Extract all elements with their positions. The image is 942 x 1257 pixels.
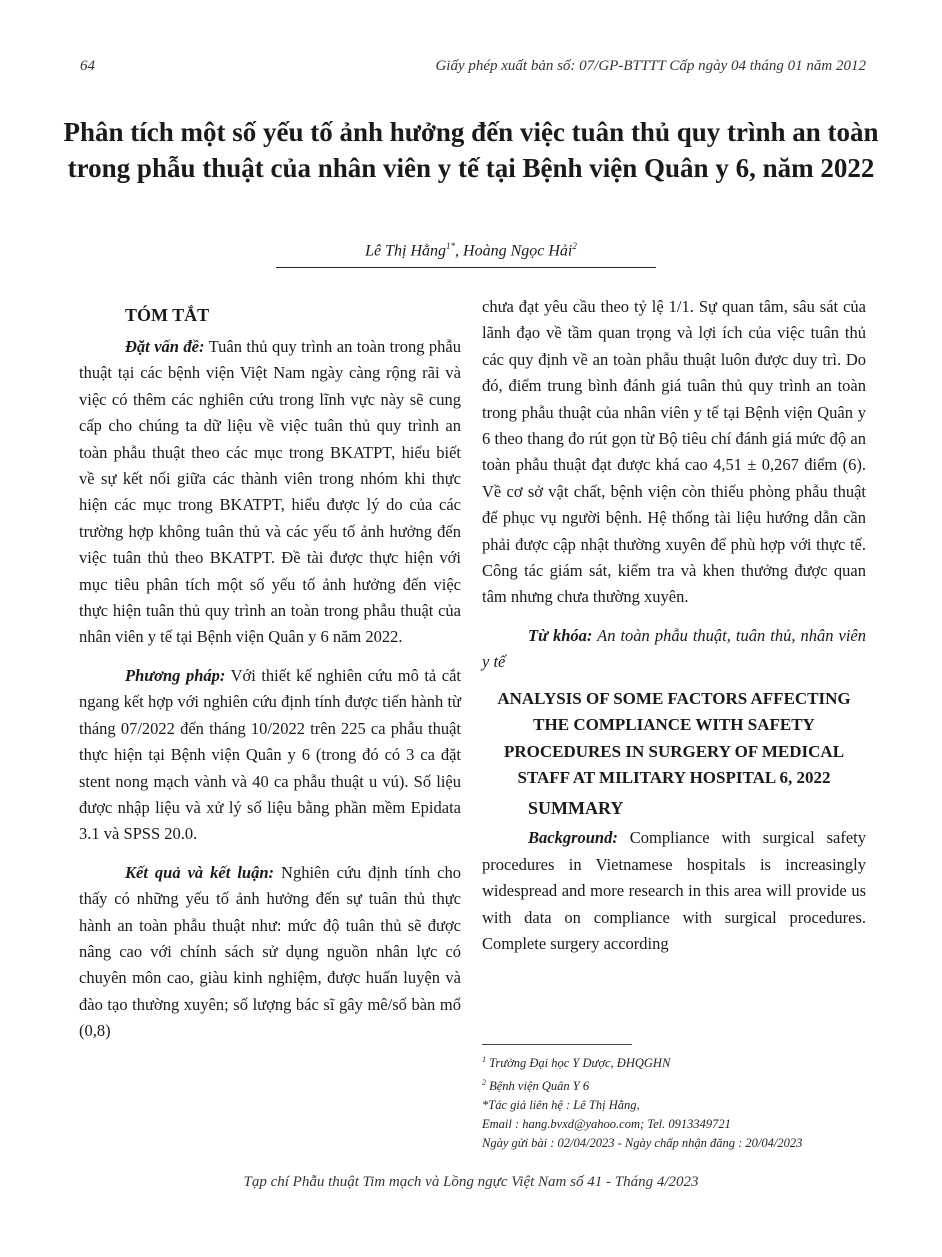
submission-dates: Ngày gửi bài : 02/04/2023 - Ngày chấp nhận đăng : 20/04/2023 bbox=[482, 1136, 803, 1151]
affiliation-1 bbox=[482, 1050, 866, 1073]
english-title: ANALYSIS OF SOME FACTORS AFFECTING THE COMPLIANCE WITH SAFETY PROCEDURES IN SURGERY OF MEDICAL STAFF AT MILITARY HOSPITAL 6, 2022 bbox=[497, 688, 851, 787]
english-background-paragraph bbox=[482, 825, 866, 957]
author-name: Hoàng Ngọc Hải bbox=[463, 242, 573, 260]
keywords-text: An toàn phẫu thuật, tuân thủ, nhân viên y tế bbox=[482, 625, 866, 672]
author-separator: , bbox=[455, 242, 464, 260]
methods-paragraph bbox=[79, 663, 461, 848]
results-text: Nghiên cứu định tính cho thấy có những yếu tố ảnh hưởng đến sự tuân thủ thực hành an toàn phẫu thuật như: mức độ tuân thủ sẽ được nâng cao với chính sách sử dụng nguồn nhân lực có chuyên môn cao, giàu kinh nghiệm, được huấn luyện và đào tạo thường xuyên; số lượng bác sĩ gây mê/số bàn mổ (0,8) bbox=[79, 862, 461, 1041]
english-background-label: Background: bbox=[528, 828, 618, 848]
author-affiliation-mark: 2 bbox=[572, 241, 577, 251]
journal-footer: Tạp chí Phẫu thuật Tim mạch và Lồng ngực Việt Nam số 41 - Tháng 4/2023 bbox=[243, 1174, 699, 1190]
author-name: Lê Thị Hằng bbox=[365, 242, 447, 260]
contact-info: Email : hang.bvxd@yahoo.com; Tel. 0913349721 bbox=[482, 1117, 731, 1132]
keywords-label: Từ khóa: bbox=[528, 625, 593, 645]
affiliation-2-text: Bệnh viện Quân Y 6 bbox=[486, 1079, 590, 1094]
methods-label: Phương pháp: bbox=[125, 665, 226, 685]
license-notice: Giấy phép xuất bản số: 07/GP-BTTTT Cấp ngày 04 tháng 01 năm 2012 bbox=[435, 58, 866, 74]
english-background-text: Compliance with surgical safety procedures in Vietnamese hospitals is increasingly widespread and more research in this area will provide us with data on compliance with surgical procedures. Complete surgery according bbox=[482, 828, 866, 953]
background-text: Tuân thủ quy trình an toàn trong phẫu thuật tại các bệnh viện Việt Nam ngày càng rộng rãi và việc có thêm các nghiên cứu trong lĩnh vực này sẽ cung cấp cho chúng ta dữ liệu về việc tuân thủ quy trình an toàn phẫu thuật theo các mục trong BKATPT, hiểu biết về sự kết nối giữa các thành viên trong nhóm khi thực hiện các mục trong BKATPT, hiểu được lý do của các trường hợp không tuân thủ và các yếu tố ảnh hưởng đến việc tuân thủ theo BKATPT. Đề tài được thực hiện với mục tiêu phân tích một số yếu tố ảnh hưởng đến việc thực hiện tuân thủ quy trình an toàn trong phẫu thuật của nhân viên y tế tại Bệnh viện Quân y 6 năm 2022. bbox=[79, 337, 462, 647]
footnotes bbox=[482, 1050, 866, 1153]
affiliation-2-mark: 2 bbox=[482, 1078, 486, 1088]
summary-heading: SUMMARY bbox=[528, 798, 624, 819]
results-continuation: chưa đạt yêu cầu theo tỷ lệ 1/1. Sự quan tâm, sâu sát của lãnh đạo về tầm quan trọng và lợi ích của việc tuân thủ các quy định về an toàn phẫu thuật luôn được duy trì. Do đó, điểm trung bình đánh giá tuân thủ quy trình an toàn trong phẫu thuật của nhân viên y tế tại Bệnh viện Quân y 6 theo thang đo rút gọn từ Bộ tiêu chí đánh giá mức độ an toàn phẫu thuật đạt được khá cao 4,51 ± 0,267 điểm (6). Về cơ sở vật chất, bệnh viện còn thiếu phòng phẫu thuật để phục vụ người bệnh. Hệ thống tài liệu hướng dẫn cần phải được cập nhật thường xuyên để phù hợp với thực tế. Công tác giám sát, kiểm tra và khen thưởng được quan tâm nhưng chưa thường xuyên. bbox=[482, 297, 866, 607]
author-divider bbox=[276, 267, 656, 268]
footnote-divider bbox=[482, 1044, 632, 1045]
page-number: 64 bbox=[80, 58, 95, 74]
author-line bbox=[200, 241, 742, 260]
abstract-heading: TÓM TẮT bbox=[125, 305, 210, 325]
left-column bbox=[79, 294, 461, 1045]
results-label: Kết quả và kết luận: bbox=[125, 862, 275, 882]
corresponding-author: *Tác giả liên hệ : Lê Thị Hằng, bbox=[482, 1098, 640, 1113]
methods-text: Với thiết kế nghiên cứu mô tả cắt ngang kết hợp với nghiên cứu định tính được tiến hành từ tháng 07/2022 đến tháng 10/2022 trên 225 ca phẫu thuật thực hiện tại Bệnh viện Quân y 6 (trong đó có 3 ca đặt stent nong mạch vành và 40 ca phẫu thuật u vú). Số liệu được nhập liệu và xử lý số liệu bằng phần mềm Epidata 3.1 và SPSS 20.0. bbox=[79, 665, 462, 844]
right-column bbox=[482, 294, 866, 957]
background-label: Đặt vấn đề: bbox=[125, 337, 205, 356]
author-affiliation-mark: 1* bbox=[446, 241, 456, 251]
keywords-paragraph bbox=[482, 623, 866, 676]
affiliation-2 bbox=[482, 1073, 866, 1096]
article-title: Phân tích một số yếu tố ảnh hưởng đến việc tuân thủ quy trình an toàn trong phẫu thuật của nhân viên y tế tại Bệnh viện Quân y 6, năm 2022 bbox=[63, 117, 879, 183]
running-header bbox=[80, 58, 866, 80]
results-paragraph bbox=[79, 860, 461, 1045]
affiliation-1-text: Trường Đại học Y Dược, ĐHQGHN bbox=[486, 1056, 671, 1071]
background-paragraph bbox=[79, 334, 461, 651]
affiliation-1-mark: 1 bbox=[482, 1055, 486, 1064]
